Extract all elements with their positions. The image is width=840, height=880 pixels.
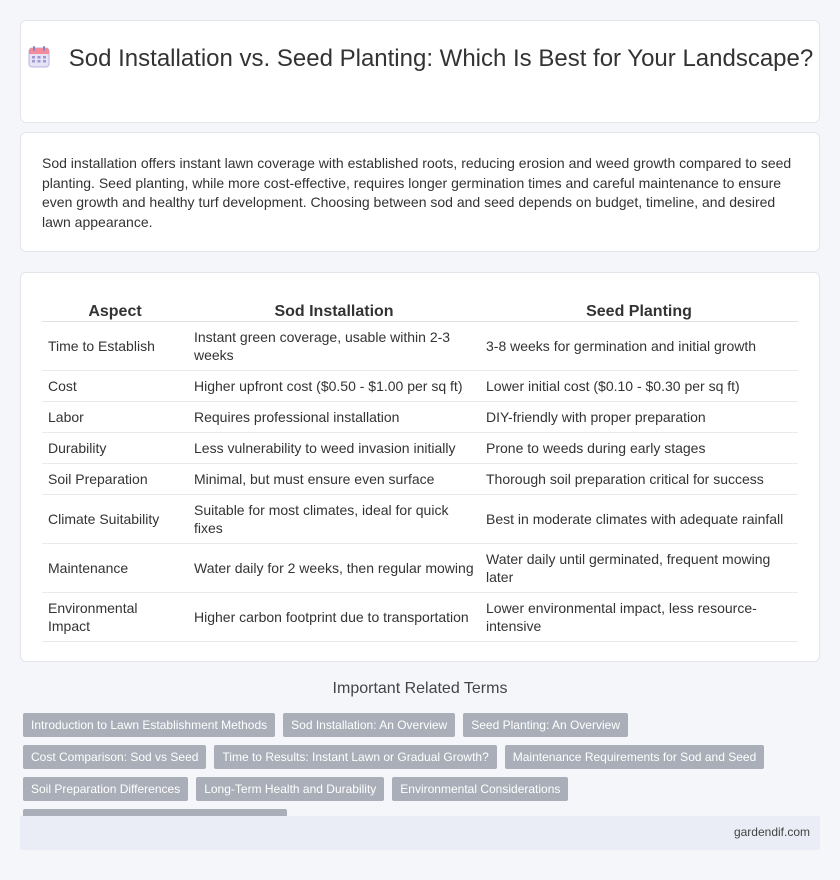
intro-paragraph: Sod installation offers instant lawn coverage with established roots, reducing erosion and weed growth compared to seed planting. Seed planting, while more cost-effective, requires longer germination times and careful maintenance to ensure even growth and healthy turf development. Choosing between sod and seed depends on budget, timeline, and desired lawn appearance. xyxy=(42,155,792,230)
header-sod: Sod Installation xyxy=(188,295,480,322)
comparison-card xyxy=(20,272,820,662)
cell-aspect: Soil Preparation xyxy=(42,464,188,495)
table-row xyxy=(42,593,798,642)
cell-sod: Instant green coverage, usable within 2-3 weeks xyxy=(188,322,480,371)
cell-seed: Best in moderate climates with adequate rainfall xyxy=(480,495,798,544)
intro-card xyxy=(20,132,820,252)
related-term-tag[interactable]: Soil Preparation Differences xyxy=(23,777,188,801)
table-row xyxy=(42,433,798,464)
cell-seed: Lower environmental impact, less resource-intensive xyxy=(480,593,798,642)
cell-seed: Thorough soil preparation critical for success xyxy=(480,464,798,495)
related-term-tag[interactable]: Long-Term Health and Durability xyxy=(196,777,384,801)
cell-aspect: Labor xyxy=(42,402,188,433)
cell-sod: Requires professional installation xyxy=(188,402,480,433)
related-term-tag[interactable]: Cost Comparison: Sod vs Seed xyxy=(23,745,206,769)
cell-aspect: Climate Suitability xyxy=(42,495,188,544)
cell-sod: Higher carbon footprint due to transportation xyxy=(188,593,480,642)
cell-aspect: Environmental Impact xyxy=(42,593,188,642)
cell-sod: Less vulnerability to weed invasion initially xyxy=(188,433,480,464)
cell-aspect: Durability xyxy=(42,433,188,464)
table-row xyxy=(42,544,798,593)
table-row xyxy=(42,495,798,544)
cell-sod: Minimal, but must ensure even surface xyxy=(188,464,480,495)
related-term-tag[interactable]: Sod Installation: An Overview xyxy=(283,713,455,737)
page-title: Sod Installation vs. Seed Planting: Which Is Best for Your Landscape? xyxy=(68,45,814,72)
cell-sod: Higher upfront cost ($0.50 - $1.00 per sq ft) xyxy=(188,371,480,402)
related-terms-list xyxy=(23,713,818,833)
table-row xyxy=(42,322,798,371)
calendar-icon xyxy=(27,45,51,69)
related-term-tag[interactable]: Environmental Considerations xyxy=(392,777,568,801)
related-term-tag[interactable]: Introduction to Lawn Establishment Methods xyxy=(23,713,275,737)
cell-seed: DIY-friendly with proper preparation xyxy=(480,402,798,433)
header-seed: Seed Planting xyxy=(480,295,798,322)
related-term-tag[interactable]: Time to Results: Instant Lawn or Gradual Growth? xyxy=(214,745,496,769)
cell-seed: Prone to weeds during early stages xyxy=(480,433,798,464)
related-term-tag[interactable]: Seed Planting: An Overview xyxy=(463,713,628,737)
comparison-table xyxy=(42,295,798,642)
related-term-tag[interactable]: Maintenance Requirements for Sod and Seed xyxy=(505,745,765,769)
cell-seed: 3-8 weeks for germination and initial growth xyxy=(480,322,798,371)
related-terms-title: Important Related Terms xyxy=(332,680,508,697)
title-card xyxy=(20,20,820,123)
cell-aspect: Maintenance xyxy=(42,544,188,593)
cell-sod: Suitable for most climates, ideal for quick fixes xyxy=(188,495,480,544)
table-row xyxy=(42,402,798,433)
table-row xyxy=(42,371,798,402)
cell-aspect: Time to Establish xyxy=(42,322,188,371)
table-row xyxy=(42,464,798,495)
cell-seed: Water daily until germinated, frequent mowing later xyxy=(480,544,798,593)
cell-seed: Lower initial cost ($0.10 - $0.30 per sq ft) xyxy=(480,371,798,402)
header-aspect: Aspect xyxy=(42,295,188,322)
footer xyxy=(20,816,820,850)
cell-aspect: Cost xyxy=(42,371,188,402)
cell-sod: Water daily for 2 weeks, then regular mowing xyxy=(188,544,480,593)
footer-site-link[interactable]: gardendif.com xyxy=(733,825,810,839)
table-header-row xyxy=(42,295,798,322)
page-title-wrap xyxy=(21,44,819,73)
